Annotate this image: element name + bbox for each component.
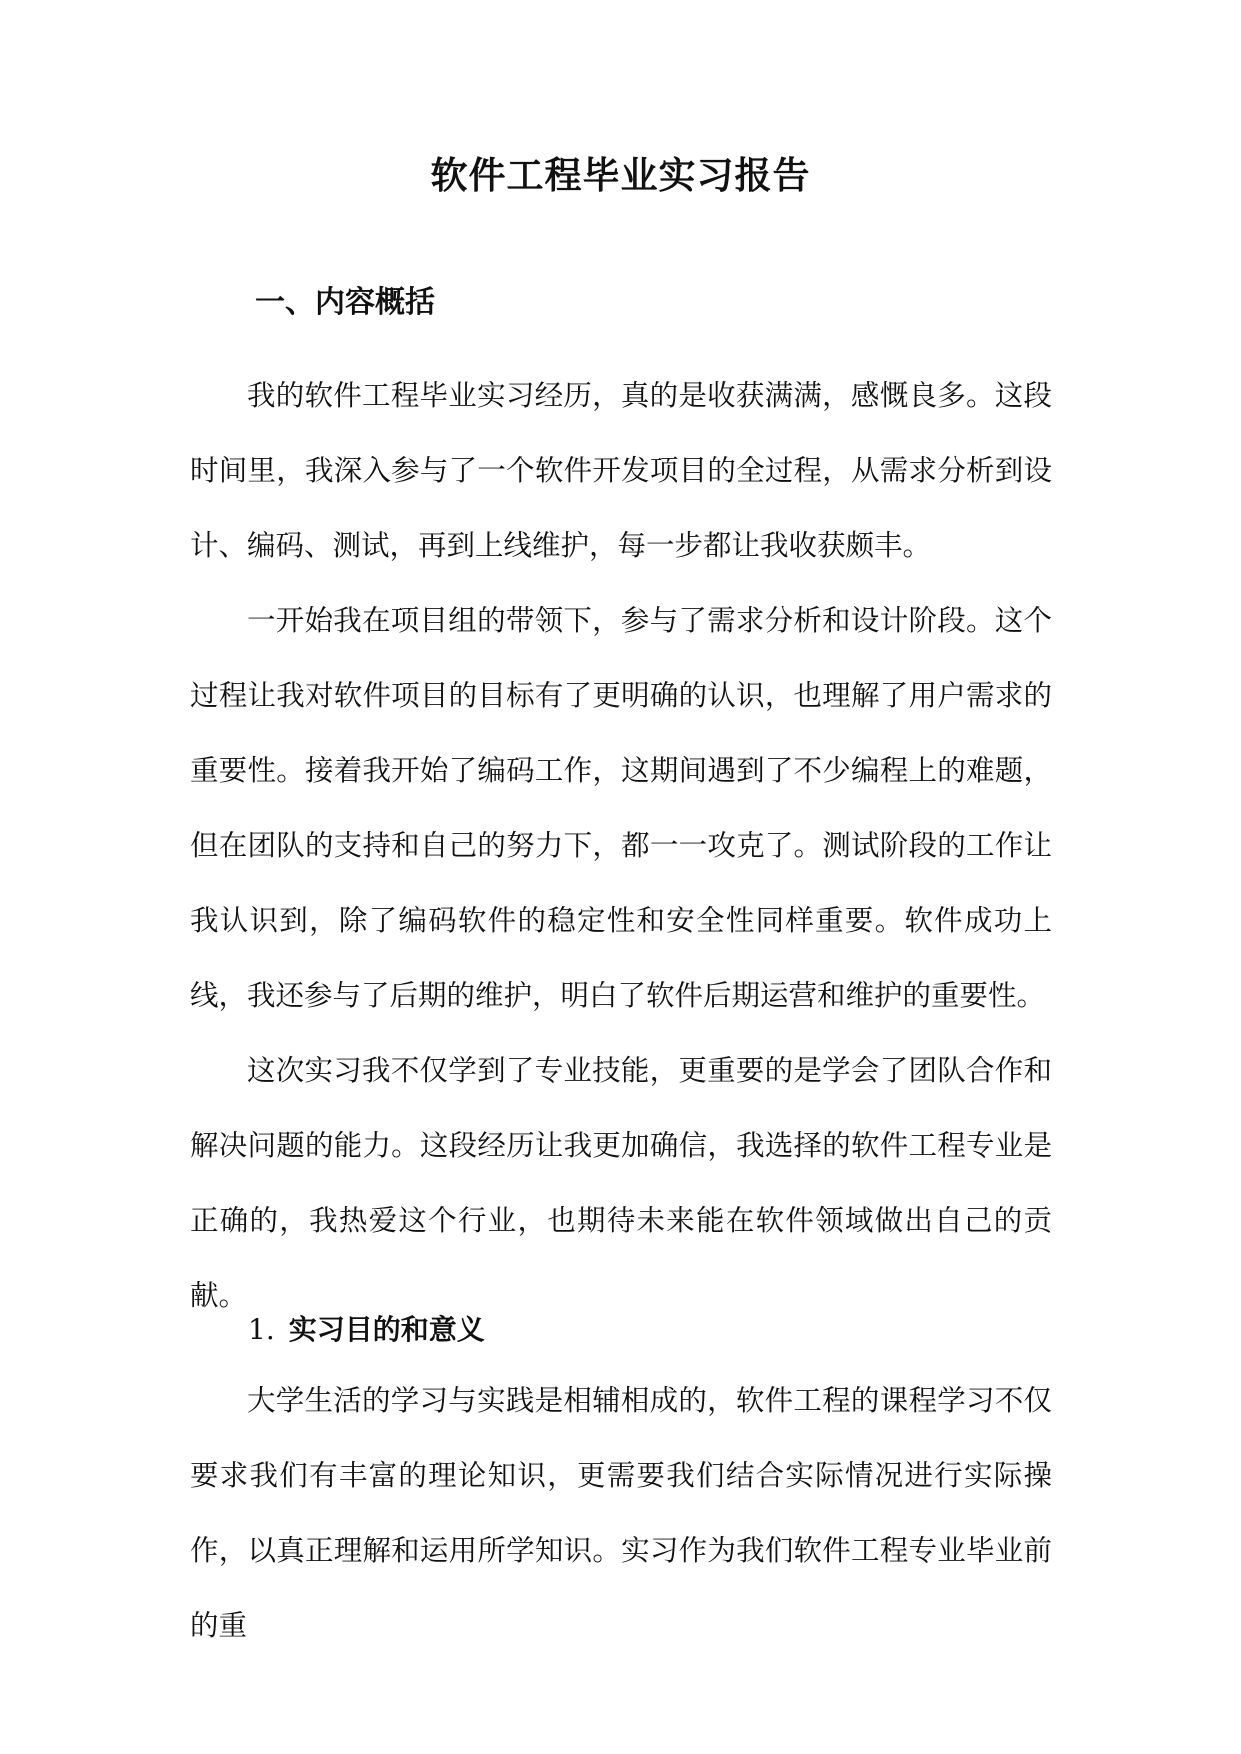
subsection-heading [248,1310,485,1350]
paragraph-purpose: 大学生活的学习与实践是相辅相成的，软件工程的课程学习不仅要求我们有丰富的理论知识，更需要我们结合实际情况进行实际操作，以真正理解和运用所学知识。实习作为我们软件工程专业毕业前的重 [190,1384,1052,1642]
paragraph-intro: 我的软件工程毕业实习经历，真的是收获满满，感慨良多。这段时间里，我深入参与了一个软件开发项目的全过程，从需求分析到设计、编码、测试，再到上线维护，每一步都让我收获颇丰。 [190,379,1052,562]
document-title: 软件工程毕业实习报告 [430,153,811,197]
subsection-number: 1. [248,1313,275,1346]
paragraph-process: 一开始我在项目组的带领下，参与了需求分析和设计阶段。这个过程让我对软件项目的目标有了更明确的认识，也理解了用户需求的重要性。接着我开始了编码工作，这期间遇到了不少编程上的难题，但在团队的支持和自己的努力下，都一一攻克了。测试阶段的工作让我认识到，除了编码软件的稳定性和安全性同样重要。软件成功上线，我还参与了后期的维护，明白了软件后期运营和维护的重要性。 [190,604,1052,1012]
section-heading-overview: 一、内容概括 [255,285,435,320]
subsection-title: 实习目的和意义 [288,1313,485,1346]
paragraph-reflection: 这次实习我不仅学到了专业技能，更重要的是学会了团队合作和解决问题的能力。这段经历让我更加确信，我选择的软件工程专业是正确的，我热爱这个行业，也期待未来能在软件领域做出自己的贡献。 [190,1054,1052,1312]
